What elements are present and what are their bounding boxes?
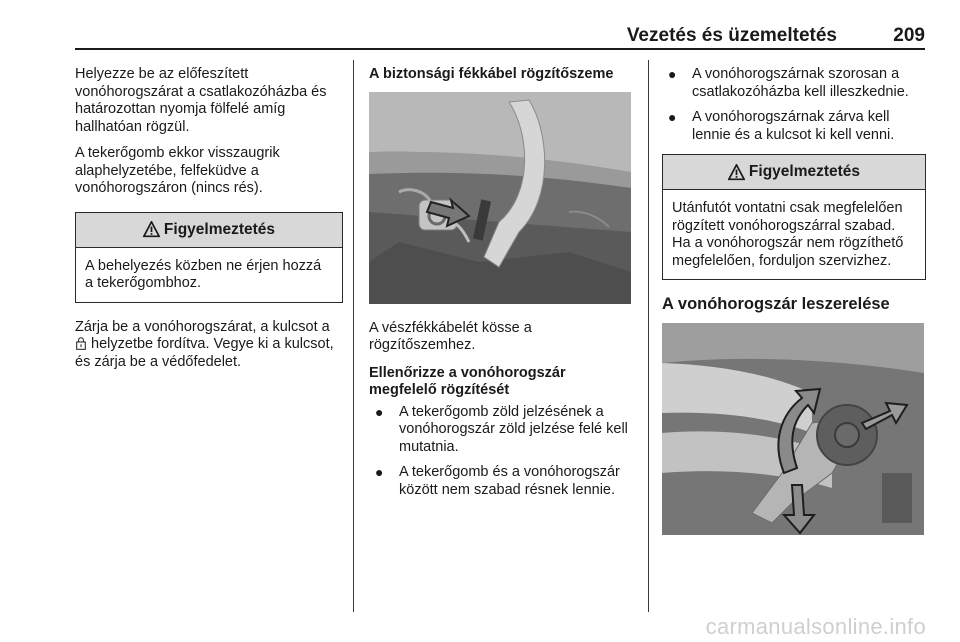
column-divider-2 bbox=[648, 60, 649, 612]
warning-title: Figyelmeztetés bbox=[163, 220, 276, 238]
warning-text: A behelyezés közben ne érjen hozzá a tekerőgombhoz. bbox=[85, 257, 322, 291]
warning-header bbox=[663, 155, 925, 190]
warning-box bbox=[75, 212, 343, 303]
subheading-check: Ellenőrizze a vonóhorogszár megfelelő rögzítését bbox=[369, 364, 566, 398]
page-title: Vezetés és üzemeltetés bbox=[626, 25, 837, 46]
warning-triangle-icon bbox=[728, 164, 745, 181]
column-middle bbox=[369, 66, 634, 507]
check-list-continued bbox=[662, 66, 926, 144]
section-heading-removal: A vonóhorogszár leszerelése bbox=[662, 295, 890, 313]
warning-header bbox=[76, 213, 342, 248]
list-item: ● A tekerőgomb zöld jelzésének a vonóhorogszár zöld jelzése felé kell mutatnia. bbox=[375, 403, 628, 455]
photo-towbar-removal bbox=[662, 323, 924, 535]
check-list bbox=[369, 404, 634, 500]
photo-brake-cable-eye bbox=[369, 92, 631, 304]
figure-caption: A vészfékkábelét kösse a rögzítőszemhez. bbox=[369, 319, 532, 353]
page-number: 209 bbox=[893, 25, 925, 46]
warning-title: Figyelmeztetés bbox=[748, 163, 861, 181]
paragraph-knob-return: A tekerőgomb ekkor visszaugrik alaphelyzetébe, felfeküdve a vonóhorogszáron (nincs rés). bbox=[75, 145, 280, 196]
figure-brake-cable-eye bbox=[369, 92, 631, 304]
page-header bbox=[75, 22, 925, 48]
list-item: ● A vonóhorogszárnak szorosan a csatlakozóházba kell illeszkednie. bbox=[668, 66, 909, 100]
paragraph-close: Zárja be a vonóhorogszárat, a kulcsot a helyzetbe fordítva. Vegye ki a kulcsot, és zárja be a védőfedelet. bbox=[75, 318, 334, 370]
list-item: ● A tekerőgomb és a vonóhorogszár között nem szabad résnek lennie. bbox=[375, 464, 620, 498]
lock-closed-icon bbox=[76, 337, 86, 350]
column-right bbox=[662, 66, 926, 535]
header-rule bbox=[75, 48, 925, 50]
figure-towbar-removal bbox=[662, 323, 924, 535]
paragraph-insert: Helyezze be az előfeszített vonóhorogszárat a csatlakozóházba és határozottan nyomja fölfelé amíg hallhatóan rögzül. bbox=[75, 66, 327, 135]
section-heading-brake-eye: A biztonsági fékkábel rögzítőszeme bbox=[369, 66, 614, 82]
column-divider-1 bbox=[353, 60, 354, 612]
column-left bbox=[75, 66, 343, 380]
warning-triangle-icon bbox=[143, 221, 160, 238]
list-item: ● A vonóhorogszárnak zárva kell lennie és a kulcsot ki kell venni. bbox=[668, 109, 895, 143]
warning-box-towing bbox=[662, 154, 926, 280]
watermark: carmanualsonline.info bbox=[705, 614, 926, 639]
warning-text: Utánfutót vontatni csak megfelelően rögzített vonóhorogszárral szabad. Ha a vonóhorogszár nem rögzíthető megfelelően, forduljon szervizhez. bbox=[672, 200, 904, 269]
